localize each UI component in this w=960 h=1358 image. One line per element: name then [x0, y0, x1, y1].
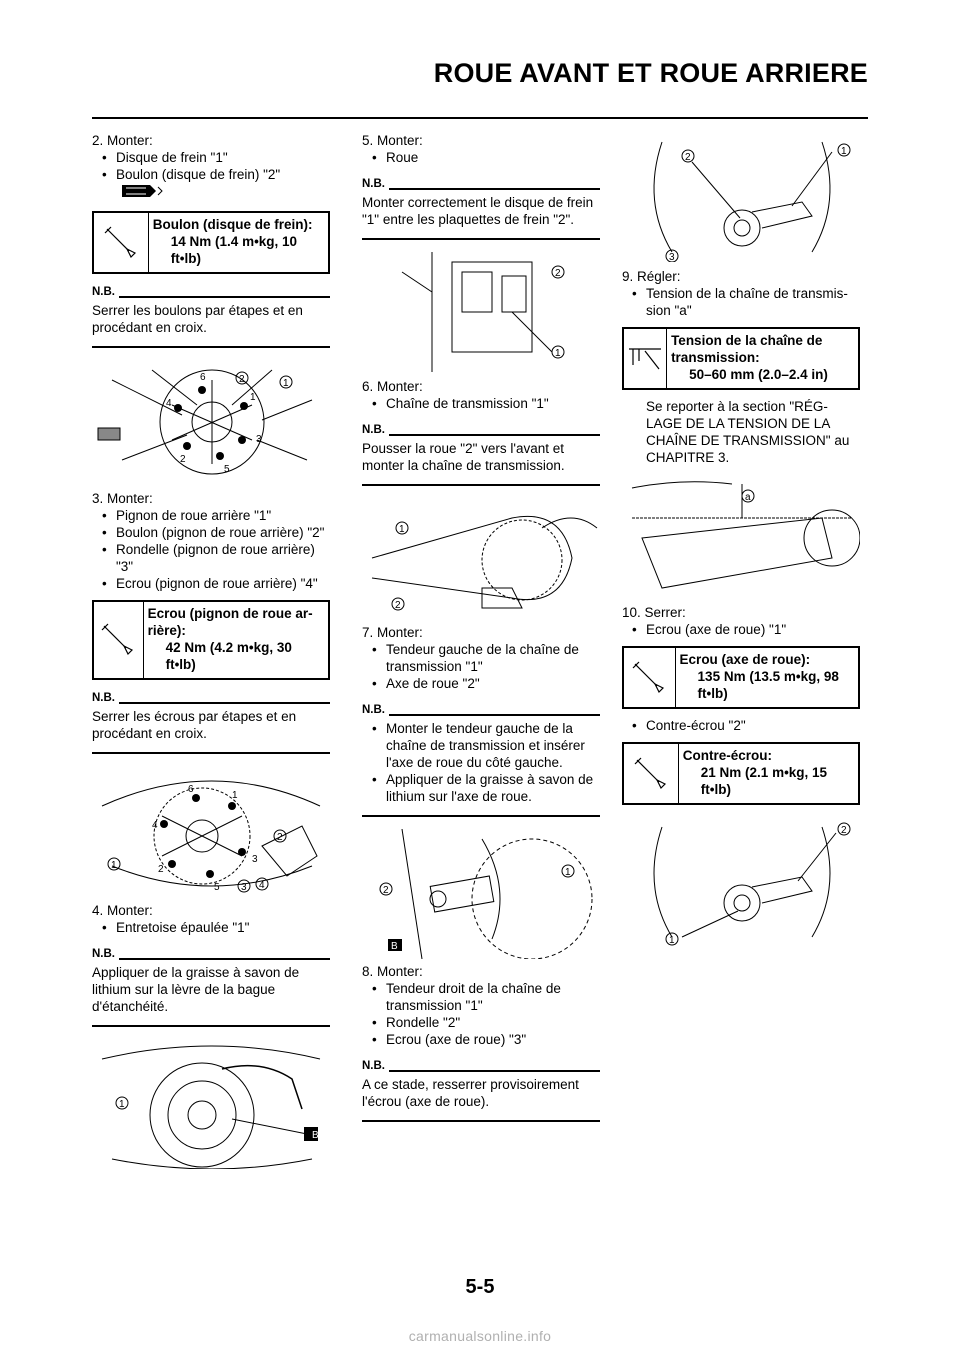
list-item: • Boulon (pignon de roue arrière) "2" [92, 524, 330, 541]
callout-label: 1 [111, 860, 117, 871]
thread-locker-icon [92, 183, 330, 203]
callout-label: 1 [669, 935, 675, 946]
step-9-list [622, 285, 860, 319]
callout-label: 4 [166, 398, 172, 409]
figure-drive-chain [362, 498, 600, 618]
torque-spec-box [622, 742, 860, 805]
spec-box [622, 327, 860, 390]
list-item: • Pignon de roue arrière "1" [92, 507, 330, 524]
step-2-heading: 2. Monter: [92, 133, 153, 148]
torque-wrench-icon [624, 744, 679, 803]
callout-label: 1 [119, 1099, 125, 1110]
step-7-list [362, 641, 600, 692]
callout-label: 1 [841, 146, 847, 157]
list-item: • Disque de frein "1" [92, 149, 330, 166]
step-6-list [362, 395, 600, 412]
list-item: • Rondelle (pignon de roue arrière) "3" [92, 541, 330, 575]
callout-label: 1 [399, 524, 405, 535]
spec-label: Tension de la chaîne de transmission: [671, 333, 823, 365]
torque-value: 135 Nm (13.5 m•kg, 98 ft•lb) [697, 669, 839, 701]
callout-label: 6 [188, 784, 194, 795]
torque-label: Ecrou (pignon de roue ar-rière): [147, 606, 313, 638]
callout-label: 2 [277, 832, 283, 843]
step-8-heading: 8. Monter: [362, 964, 423, 979]
torque-wrench-icon [94, 213, 149, 272]
figure-axle-nut-bottom [622, 817, 860, 947]
step-10-list [622, 621, 860, 638]
note-text: Serrer les écrous par étapes et en procédant en croix. [92, 709, 297, 741]
list-item: • Chaîne de transmission "1" [362, 395, 600, 412]
header-rule [92, 117, 868, 119]
torque-label: Contre-écrou: [682, 748, 773, 763]
callout-label: 4 [152, 820, 158, 831]
step-3-heading: 3. Monter: [92, 491, 153, 506]
callout-label: 3 [241, 882, 247, 893]
note-text: A ce stade, resserrer provisoirement l'écrou (axe de roue). [362, 1077, 579, 1109]
list-item: • Tendeur droit de la chaîne de transmission "1" [362, 980, 600, 1014]
list-item: • Tension de la chaîne de transmis-sion "a" [622, 285, 860, 319]
figure-axle-nut-top [622, 132, 860, 262]
step-10-heading: 10. Serrer: [622, 605, 686, 620]
callout-label: 1 [250, 392, 256, 403]
callout-label: 3 [669, 252, 675, 262]
torque-value: 42 Nm (4.2 m•kg, 30 ft•lb) [165, 640, 292, 672]
list-item: • Boulon (disque de frein) "2" [92, 166, 330, 183]
list-item: • Roue [362, 149, 600, 166]
note-text: Serrer les boulons par étapes et en procédant en croix. [92, 303, 303, 335]
page-number: 5-5 [465, 1276, 495, 1298]
step-2-list [92, 149, 330, 183]
note-text: Appliquer de la graisse à savon de lithium sur la lèvre de la bague d'étanchéité. [92, 965, 300, 1014]
callout-label: 6 [200, 372, 206, 383]
callout-label: 2 [555, 268, 561, 279]
column-1 [92, 132, 330, 1169]
torque-wrench-icon [624, 648, 676, 707]
callout-label: 1 [283, 378, 289, 389]
list-item: • Ecrou (axe de roue) "3" [362, 1031, 600, 1048]
torque-spec-box [622, 646, 860, 709]
figure-rear-sprocket [92, 766, 330, 896]
note-text: Pousser la roue "2" vers l'avant et monter la chaîne de transmission. [362, 441, 565, 473]
step-5-list [362, 149, 600, 166]
list-item: • Entretoise épaulée "1" [92, 919, 330, 936]
note-block [362, 1058, 600, 1122]
watermark-url: carmanualsonline.info [408, 1328, 552, 1344]
callout-label: 2 [395, 600, 401, 611]
note-block [92, 284, 330, 348]
list-item: • Tendeur gauche de la chaîne de transmission "1" [362, 641, 600, 675]
note-list [362, 719, 600, 805]
callout-label: 2 [158, 864, 164, 875]
callout-label: 2 [685, 152, 691, 163]
page-title: ROUE AVANT ET ROUE ARRIERE [433, 58, 868, 88]
note-label: N.B. [92, 948, 115, 960]
torque-value: 21 Nm (2.1 m•kg, 15 ft•lb) [700, 765, 828, 797]
note-label: N.B. [362, 704, 385, 716]
step-4-heading: 4. Monter: [92, 903, 153, 918]
note-label: N.B. [92, 692, 115, 704]
callout-label: a [745, 492, 751, 503]
callout-label: 4 [259, 880, 265, 891]
figure-wheel-axle [362, 829, 600, 959]
figure-chain-tension [622, 478, 860, 598]
torque-spec-box [92, 600, 330, 680]
note-label: N.B. [362, 424, 385, 436]
callout-label: 2 [180, 454, 186, 465]
callout-label: 5 [224, 464, 230, 475]
spec-value: 50–60 mm (2.0–2.4 in) [689, 367, 828, 382]
note-text: Monter correctement le disque de frein "1" entre les plaquettes de frein "2". [362, 195, 594, 227]
figure-collar [92, 1039, 330, 1169]
callout-label: 3 [252, 854, 258, 865]
callout-label: 2 [383, 885, 389, 896]
list-item: • Appliquer de la graisse à savon de lithium sur l'axe de roue. [362, 771, 600, 805]
torque-label: Boulon (disque de frein): [152, 217, 313, 232]
column-2 [362, 132, 600, 1122]
note-block [92, 690, 330, 754]
step-3-list [92, 507, 330, 592]
column-3 [622, 132, 860, 947]
step-4-list [92, 919, 330, 936]
callout-label: 2 [841, 825, 847, 836]
note-block [362, 702, 600, 817]
torque-spec-box [92, 211, 330, 274]
reference-text: Se reporter à la section "RÉG-LAGE DE LA TENSION DE LA CHAÎNE DE TRANSMISSION" au CHAPITRE 3. [646, 399, 850, 465]
step-5-heading: 5. Monter: [362, 133, 423, 148]
list-item: • Contre-écrou "2" [622, 717, 860, 734]
grease-gun-icon: B [391, 941, 398, 952]
list-item: • Rondelle "2" [362, 1014, 600, 1031]
callout-label: 2 [239, 374, 245, 385]
note-block [362, 422, 600, 486]
step-6-heading: 6. Monter: [362, 379, 423, 394]
figure-brake-disc [92, 360, 330, 480]
callout-label: 5 [214, 882, 220, 893]
note-label: N.B. [362, 178, 385, 190]
torque-value: 14 Nm (1.4 m•kg, 10 ft•lb) [170, 234, 298, 266]
note-block [92, 946, 330, 1027]
callout-label: 1 [565, 867, 571, 878]
note-block [362, 176, 600, 240]
list-item: • Ecrou (axe de roue) "1" [622, 621, 860, 638]
note-label: N.B. [362, 1060, 385, 1072]
callout-label: 1 [232, 790, 238, 801]
callout-label: 1 [555, 348, 561, 359]
step-8-list [362, 980, 600, 1048]
list-item: • Axe de roue "2" [362, 675, 600, 692]
torque-label: Ecrou (axe de roue): [679, 652, 811, 667]
step-9-heading: 9. Régler: [622, 269, 681, 284]
caliper-icon [624, 329, 667, 388]
callout-label: 3 [256, 434, 262, 445]
grease-gun-icon: B [312, 1130, 319, 1141]
torque-wrench-icon [94, 602, 144, 678]
step-7-heading: 7. Monter: [362, 625, 423, 640]
list-item: • Ecrou (pignon de roue arrière) "4" [92, 575, 330, 592]
note-label: N.B. [92, 286, 115, 298]
figure-brake-caliper [362, 252, 600, 372]
step-10-list-2 [622, 717, 860, 734]
list-item: • Monter le tendeur gauche de la chaîne de transmission et insérer l'axe de roue du côté gauche. [362, 720, 600, 771]
